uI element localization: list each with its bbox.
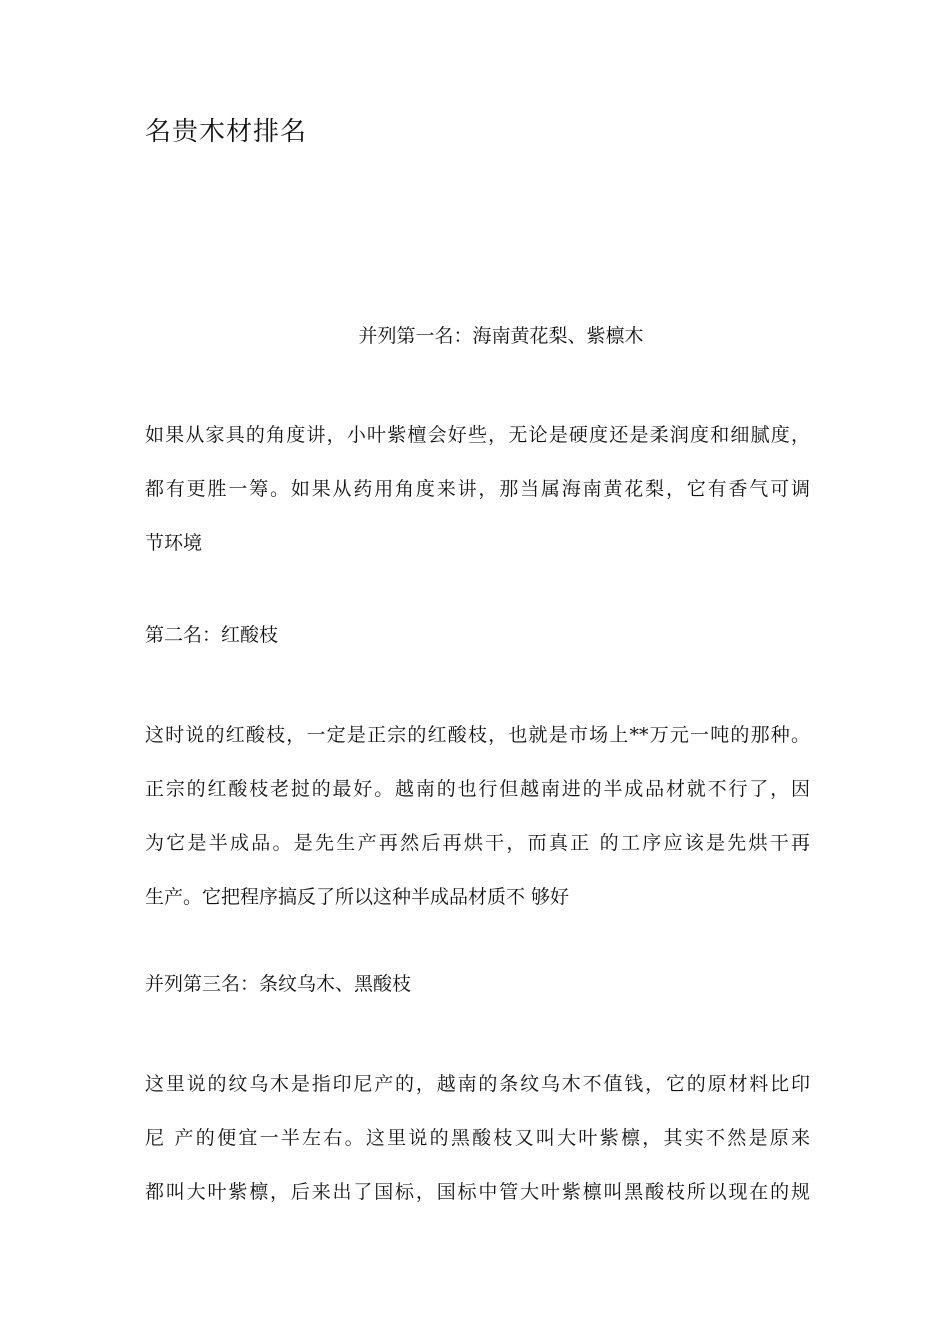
paragraph-line: 正宗的红酸枝老挝的最好。越南的也行但越南进的半成品材就不行了，因 <box>145 778 810 800</box>
section-heading-first-place: 并列第一名：海南黄花梨、紫檩木 <box>358 325 644 347</box>
section-paragraph-first-place <box>145 421 810 583</box>
paragraph-line: 如果从家具的角度讲，小叶紫檀会好些，无论是硬度还是柔润度和细腻度， <box>145 424 810 446</box>
paragraph-line: 都有更胜一筹。如果从药用角度来讲，那当属海南黄花梨，它有香气可调 <box>145 478 810 500</box>
paragraph-line: 为它是半成品。是先生产再然后再烘干，而真正 的工序应该是先烘干再 <box>145 832 810 854</box>
paragraph-line: 都叫大叶紫檩，后来出了国标，国标中管大叶紫檩叫黑酸枝所以现在的规 <box>145 1181 810 1203</box>
paragraph-line: 这时说的红酸枝，一定是正宗的红酸枝，也就是市场上**万元一吨的那种。 <box>145 724 810 746</box>
section-heading-third-place: 并列第三名：条纹乌木、黑酸枝 <box>145 973 412 995</box>
paragraph-line: 节环境 <box>145 532 203 554</box>
paragraph-line: 尼 产的便宜一半左右。这里说的黑酸枝又叫大叶紫檩，其实不然是原来 <box>145 1127 810 1149</box>
section-paragraph-second-place <box>145 721 810 937</box>
paragraph-line: 这里说的纹乌木是指印尼产的，越南的条纹乌木不值钱，它的原材料比印 <box>145 1073 810 1095</box>
document-title: 名贵木材排名 <box>145 117 308 147</box>
section-paragraph-third-place <box>145 1070 810 1232</box>
section-heading-second-place: 第二名：红酸枝 <box>145 624 279 646</box>
paragraph-line: 生产。它把程序搞反了所以这种半成品材质不 够好 <box>145 886 570 908</box>
